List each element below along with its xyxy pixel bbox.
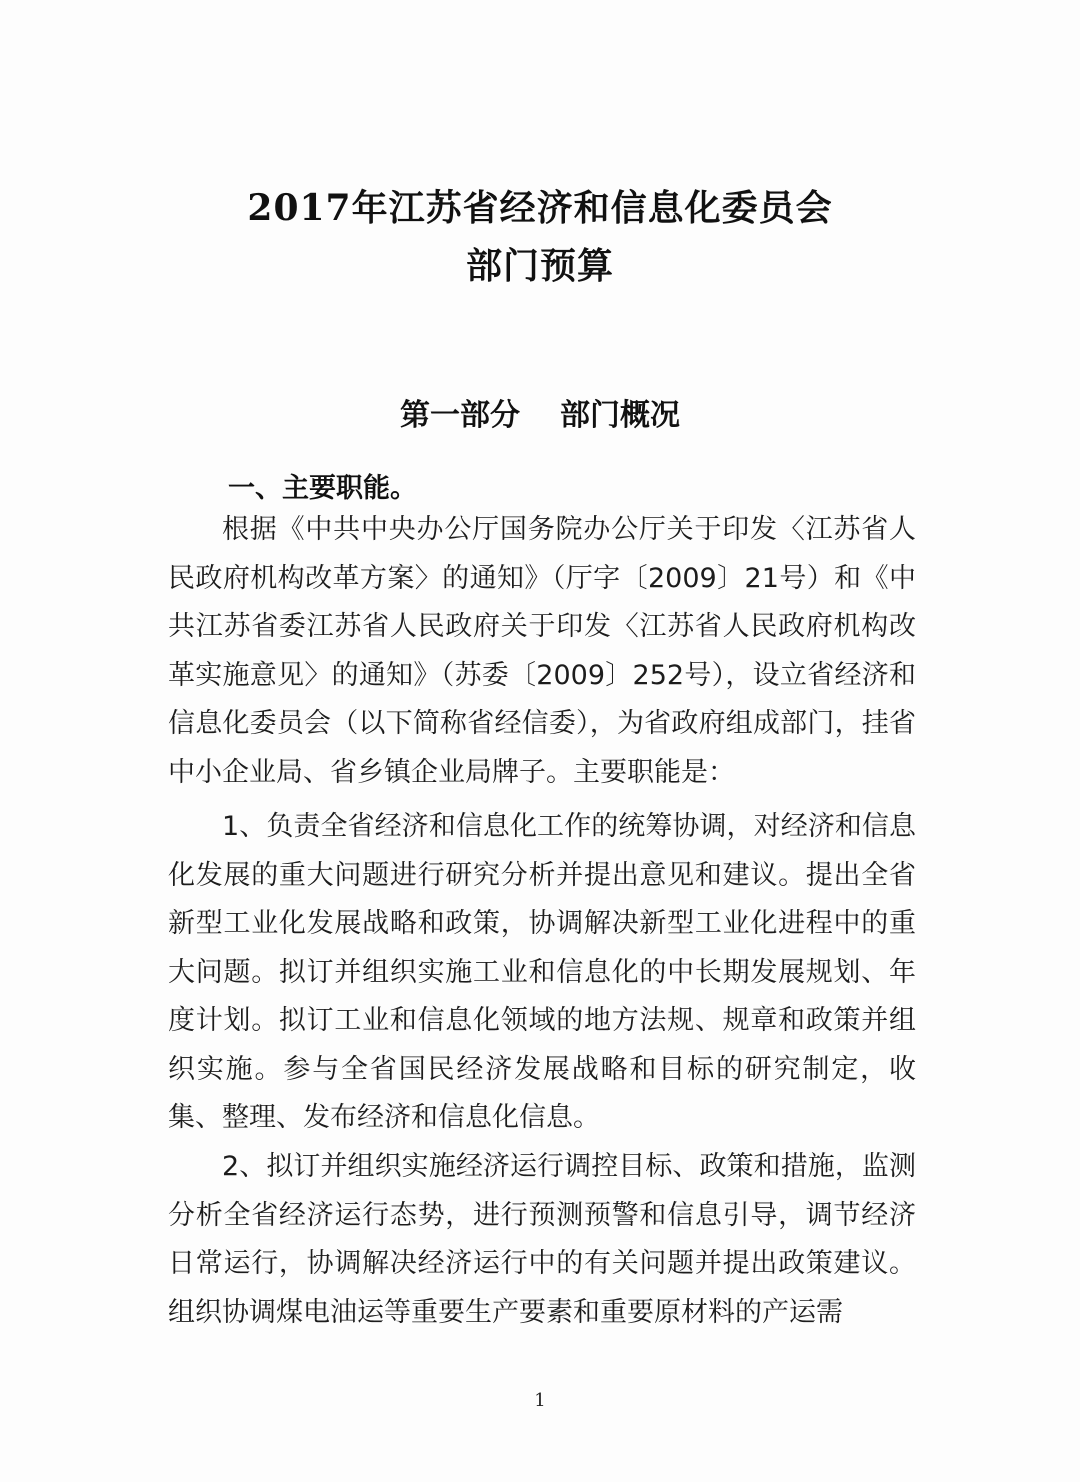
part-heading-number: 第一部分 (400, 398, 520, 433)
body-paragraph: 1、负责全省经济和信息化工作的统筹协调，对经济和信息化发展的重大问题进行研究分析并提出意见和建议。提出全省新型工业化发展战略和政策，协调解决新型工业化进程中的重大问题。拟订并组织实施工业和信息化的中长期发展规划、年度计划。拟订工业和信息化领域的地方法规、规章和政策并组织实施。参与全省国民经济发展战略和目标的研究制定，收集、整理、发布经济和信息化信息。 (168, 811, 916, 1133)
section-heading: 一、主要职能。 (228, 473, 417, 504)
page-number: 1 (534, 1390, 546, 1411)
document-title-line1: 2017年江苏省经济和信息化委员会 (247, 187, 833, 229)
part-heading-title: 部门概况 (560, 398, 680, 433)
part-heading (0, 390, 1080, 434)
document-title-line2: 部门预算 (465, 245, 614, 287)
body-paragraph: 2、拟订并组织实施经济运行调控目标、政策和措施，监测分析全省经济运行态势，进行预测预警和信息引导，调节经济日常运行，协调解决经济运行中的有关问题并提出政策建议。组织协调煤电油运等重要生产要素和重要原材料的产运需 (168, 1151, 916, 1328)
body-paragraph: 根据《中共中央办公厅国务院办公厅关于印发〈江苏省人民政府机构改革方案〉的通知》（厅字〔2009〕21号）和《中共江苏省委江苏省人民政府关于印发〈江苏省人民政府机构改革实施意见〉的通知》（苏委〔2009〕252号），设立省经济和信息化委员会（以下简称省经信委），为省政府组成部门，挂省中小企业局、省乡镇企业局牌子。主要职能是： (168, 514, 916, 788)
